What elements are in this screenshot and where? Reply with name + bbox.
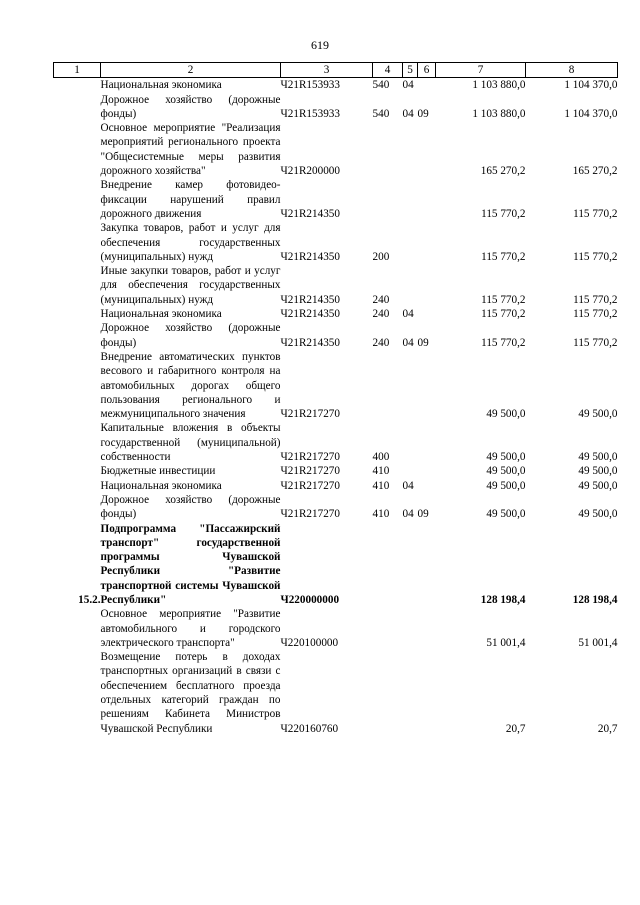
row-name: Внедрение камер фотовидеофиксации нарушений правил дорожного движения — [100, 179, 281, 220]
row-section — [403, 522, 418, 608]
row-code: Ч21R217270 — [280, 451, 340, 464]
row-subsection — [418, 178, 436, 221]
table-row — [54, 607, 618, 650]
table-row — [54, 479, 618, 493]
table-row — [54, 464, 618, 478]
row-number — [54, 178, 101, 221]
table-row — [54, 421, 618, 464]
row-amount-col8: 115 770,2 — [573, 250, 618, 263]
row-amount-col8: 1 104 370,0 — [564, 79, 618, 92]
row-subsection — [418, 650, 436, 736]
budget-table — [53, 62, 618, 736]
table-row — [54, 178, 618, 221]
row-subsection — [418, 78, 436, 93]
table-row — [54, 350, 618, 421]
row-subsection — [418, 307, 436, 321]
row-subsection: 09 — [417, 336, 429, 349]
table-row — [54, 78, 618, 93]
row-expense-type: 410 — [372, 479, 390, 492]
row-section: 04 — [402, 79, 414, 92]
row-number — [54, 421, 101, 464]
header-col-5: 5 — [403, 63, 418, 78]
row-code: Ч220000000 — [280, 593, 340, 606]
row-amount-col8: 165 270,2 — [572, 165, 618, 178]
row-amount-col8: 49 500,0 — [578, 508, 618, 521]
row-amount-col8: 128 198,4 — [572, 593, 618, 606]
row-name: Дорожное хозяйство (дорожные фонды) — [100, 93, 281, 120]
row-code: Ч21R214350 — [280, 336, 340, 349]
row-amount-col7: 115 770,2 — [481, 293, 526, 306]
row-name: Внедрение автоматических пунктов весового и габаритного контроля на автомобильных дорогах общего пользования регионального и межмуниципального значения — [100, 350, 281, 421]
row-expense-type — [373, 178, 403, 221]
table-body — [54, 78, 618, 736]
row-amount-col7: 49 500,0 — [486, 451, 526, 464]
row-amount-col8: 115 770,2 — [573, 293, 618, 306]
row-code: Ч21R217270 — [280, 465, 340, 478]
row-number — [54, 307, 101, 321]
row-amount-col7: 128 198,4 — [480, 593, 526, 606]
table-row — [54, 221, 618, 264]
row-section — [403, 178, 418, 221]
row-amount-col7: 49 500,0 — [486, 465, 526, 478]
table-row — [54, 307, 618, 321]
row-number — [54, 650, 101, 736]
row-section: 04 — [402, 336, 414, 349]
row-number: 15.2. — [78, 593, 101, 606]
row-amount-col8: 49 500,0 — [578, 465, 618, 478]
row-code: Ч21R214350 — [280, 207, 340, 220]
row-amount-col7: 115 770,2 — [481, 308, 526, 321]
row-amount-col7: 165 270,2 — [480, 165, 526, 178]
row-code: Ч220160760 — [280, 722, 339, 735]
row-amount-col8: 1 104 370,0 — [564, 107, 618, 120]
table-row — [54, 321, 618, 350]
row-code: Ч21R214350 — [280, 308, 340, 321]
row-number — [54, 493, 101, 522]
row-section — [403, 121, 418, 178]
header-col-2: 2 — [101, 63, 281, 78]
table-row — [54, 93, 618, 122]
row-amount-col8: 115 770,2 — [573, 308, 618, 321]
row-subsection — [418, 121, 436, 178]
row-code: Ч21R153933 — [280, 107, 340, 120]
row-amount-col8: 49 500,0 — [578, 451, 618, 464]
row-section — [403, 607, 418, 650]
row-name: Закупка товаров, работ и услуг для обеспечения государственных (муниципальных) нужд — [100, 222, 281, 263]
row-subsection: 09 — [417, 107, 429, 120]
header-col-3: 3 — [281, 63, 373, 78]
row-name: Дорожное хозяйство (дорожные фонды) — [100, 493, 281, 521]
table-row — [54, 522, 618, 608]
row-name: Капитальные вложения в объекты государственной (муниципальной) собственности — [100, 422, 281, 464]
header-col-7: 7 — [436, 63, 526, 78]
row-section — [403, 464, 418, 478]
row-amount-col8: 49 500,0 — [578, 408, 618, 421]
header-col-4: 4 — [373, 63, 403, 78]
row-subsection — [418, 221, 436, 264]
table-row — [54, 493, 618, 522]
row-amount-col7: 115 770,2 — [481, 336, 526, 349]
row-subsection — [418, 264, 436, 307]
row-section — [403, 650, 418, 736]
row-name: Основное мероприятие "Реализация мероприятий регионального проекта "Общесистемные меры развития дорожного хозяйства" — [100, 122, 281, 178]
row-number — [54, 221, 101, 264]
row-section — [403, 264, 418, 307]
row-code: Ч220100000 — [280, 636, 339, 649]
row-name: Национальная экономика — [100, 79, 222, 92]
row-number — [54, 607, 101, 650]
row-expense-type: 410 — [372, 465, 390, 478]
row-code: Ч21R200000 — [280, 165, 340, 178]
row-section: 04 — [402, 508, 414, 521]
row-name: Национальная экономика — [100, 479, 222, 492]
row-number — [54, 78, 101, 93]
row-subsection — [418, 522, 436, 608]
row-amount-col7: 115 770,2 — [481, 250, 526, 263]
row-amount-col8: 51 001,4 — [578, 636, 618, 649]
row-expense-type — [373, 350, 403, 421]
header-col-6: 6 — [418, 63, 436, 78]
row-amount-col7: 1 103 880,0 — [472, 79, 526, 92]
row-expense-type — [373, 607, 403, 650]
row-amount-col7: 115 770,2 — [481, 207, 526, 220]
row-name: Подпрограмма "Пассажирский транспорт" государственной программы Чувашской Республики "Развитие транспортной системы Чувашской Республики" — [100, 522, 281, 606]
row-amount-col7: 20,7 — [505, 722, 526, 735]
row-expense-type: 240 — [372, 336, 390, 349]
row-amount-col7: 49 500,0 — [486, 408, 526, 421]
row-name: Национальная экономика — [100, 308, 222, 321]
row-code: Ч21R217270 — [280, 508, 340, 521]
row-number — [54, 321, 101, 350]
row-expense-type: 200 — [372, 250, 390, 263]
table-row — [54, 264, 618, 307]
row-amount-col7: 51 001,4 — [486, 636, 526, 649]
header-col-8: 8 — [526, 63, 618, 78]
row-number — [54, 479, 101, 493]
table-header — [54, 63, 618, 78]
row-amount-col7: 49 500,0 — [486, 479, 526, 492]
row-expense-type: 240 — [372, 293, 390, 306]
row-amount-col8: 115 770,2 — [573, 207, 618, 220]
row-expense-type — [373, 650, 403, 736]
row-section — [403, 421, 418, 464]
row-subsection — [418, 421, 436, 464]
row-number — [54, 464, 101, 478]
row-expense-type — [373, 121, 403, 178]
row-expense-type: 240 — [372, 308, 390, 321]
page-number: 619 — [311, 38, 329, 52]
row-code: Ч21R214350 — [280, 250, 340, 263]
row-subsection — [418, 479, 436, 493]
table-row — [54, 650, 618, 736]
row-amount-col7: 49 500,0 — [486, 508, 526, 521]
row-number — [54, 350, 101, 421]
row-section — [403, 221, 418, 264]
row-amount-col8: 20,7 — [597, 722, 618, 735]
row-amount-col8: 115 770,2 — [573, 336, 618, 349]
row-code: Ч21R153933 — [280, 79, 340, 92]
row-subsection — [418, 464, 436, 478]
header-col-1: 1 — [54, 63, 101, 78]
row-expense-type: 540 — [372, 107, 390, 120]
row-expense-type: 400 — [372, 451, 390, 464]
row-subsection: 09 — [417, 508, 429, 521]
table-row — [54, 121, 618, 178]
row-code: Ч21R217270 — [280, 479, 340, 492]
row-section: 04 — [402, 107, 414, 120]
row-name: Иные закупки товаров, работ и услуг для обеспечения государственных (муниципальных) нужд — [100, 265, 281, 306]
row-name: Возмещение потерь в доходах транспортных организаций в связи с обеспечением бесплатного проезда отдельных категорий граждан по решениям Кабинета Министров Чувашской Республики — [100, 651, 281, 735]
row-number — [54, 121, 101, 178]
row-subsection — [418, 607, 436, 650]
row-subsection — [418, 350, 436, 421]
row-name: Бюджетные инвестиции — [100, 465, 216, 478]
row-name: Основное мероприятие "Развитие автомобильного и городского электрического транспорта" — [100, 608, 281, 649]
row-number — [54, 264, 101, 307]
row-number — [54, 93, 101, 122]
row-name: Дорожное хозяйство (дорожные фонды) — [100, 322, 281, 349]
row-section: 04 — [402, 479, 414, 492]
row-expense-type: 410 — [372, 508, 390, 521]
row-expense-type: 540 — [372, 79, 390, 92]
row-section: 04 — [402, 308, 414, 321]
row-section — [403, 350, 418, 421]
header-row — [54, 63, 618, 78]
row-code: Ч21R217270 — [280, 408, 340, 421]
row-code: Ч21R214350 — [280, 293, 340, 306]
row-amount-col8: 49 500,0 — [578, 479, 618, 492]
row-amount-col7: 1 103 880,0 — [472, 107, 526, 120]
row-expense-type — [373, 522, 403, 608]
